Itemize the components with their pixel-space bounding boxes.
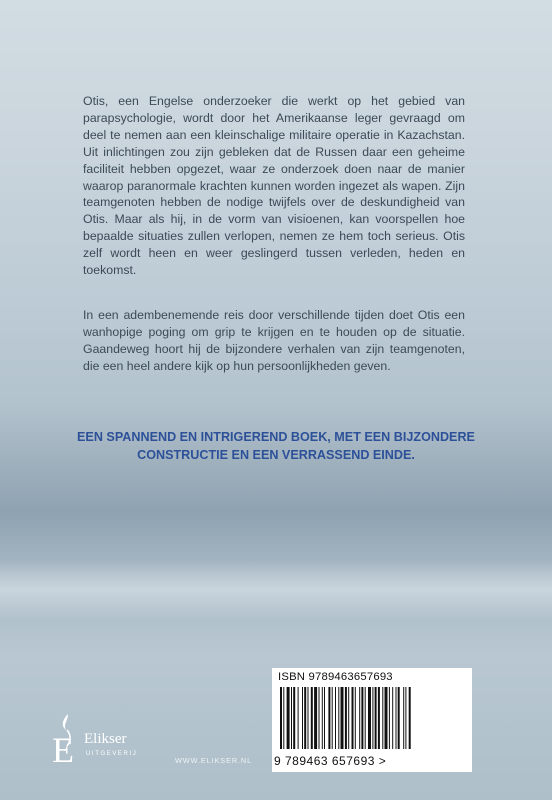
publisher-name: Elikser	[84, 731, 127, 747]
barcode-bars	[280, 687, 460, 749]
logo-letter: E	[52, 730, 74, 770]
isbn-barcode	[272, 668, 472, 772]
barcode-number: 9 789463 657693 >	[274, 754, 387, 768]
isbn-label: ISBN 9789463657693	[278, 671, 393, 683]
blurb-paragraph-2: In een adembenemende reis door verschillende tijden doet Otis een wanhopige poging om grip te krijgen en te houden op de situatie. Gaandeweg hoort hij de bijzondere verhalen van zijn teamgenoten, die een heel andere kijk op hun persoonlijkheden geven.	[83, 308, 465, 373]
blurb-paragraph-1: Otis, een Engelse onderzoeker die werkt op het gebied van parapsychologie, wordt door het Amerikaanse leger gevraagd om deel te nemen aan een kleinschalige militaire operatie in Kazachstan. Uit inlichtingen zou zijn gebleken dat de Russen daar een geheime faciliteit hebben opgezet, waar ze onderzoek doen naar de manier waarop paranormale krachten kunnen worden ingezet als wapen. Zijn teamgenoten hebben de nodige twijfels over de deskundigheid van Otis. Maar als hij, in de vorm van visioenen, kan voorspellen hoe bepaalde situaties zullen verlopen, nemen ze hem toch serieus. Otis zelf wordt heen en weer geslingerd tussen verleden, heden en toekomst.	[83, 94, 465, 278]
publisher-logo	[50, 712, 170, 772]
flame-quill-icon	[50, 712, 86, 772]
publisher-website: WWW.ELIKSER.NL	[175, 756, 253, 765]
publisher-subtitle: UITGEVERIJ	[86, 751, 138, 757]
tagline: EEN SPANNEND EN INTRIGEREND BOEK, MET EEN BIJZONDERE CONSTRUCTIE EN EEN VERRASSEND EINDE.	[77, 430, 475, 462]
horizon-haze	[0, 560, 552, 620]
